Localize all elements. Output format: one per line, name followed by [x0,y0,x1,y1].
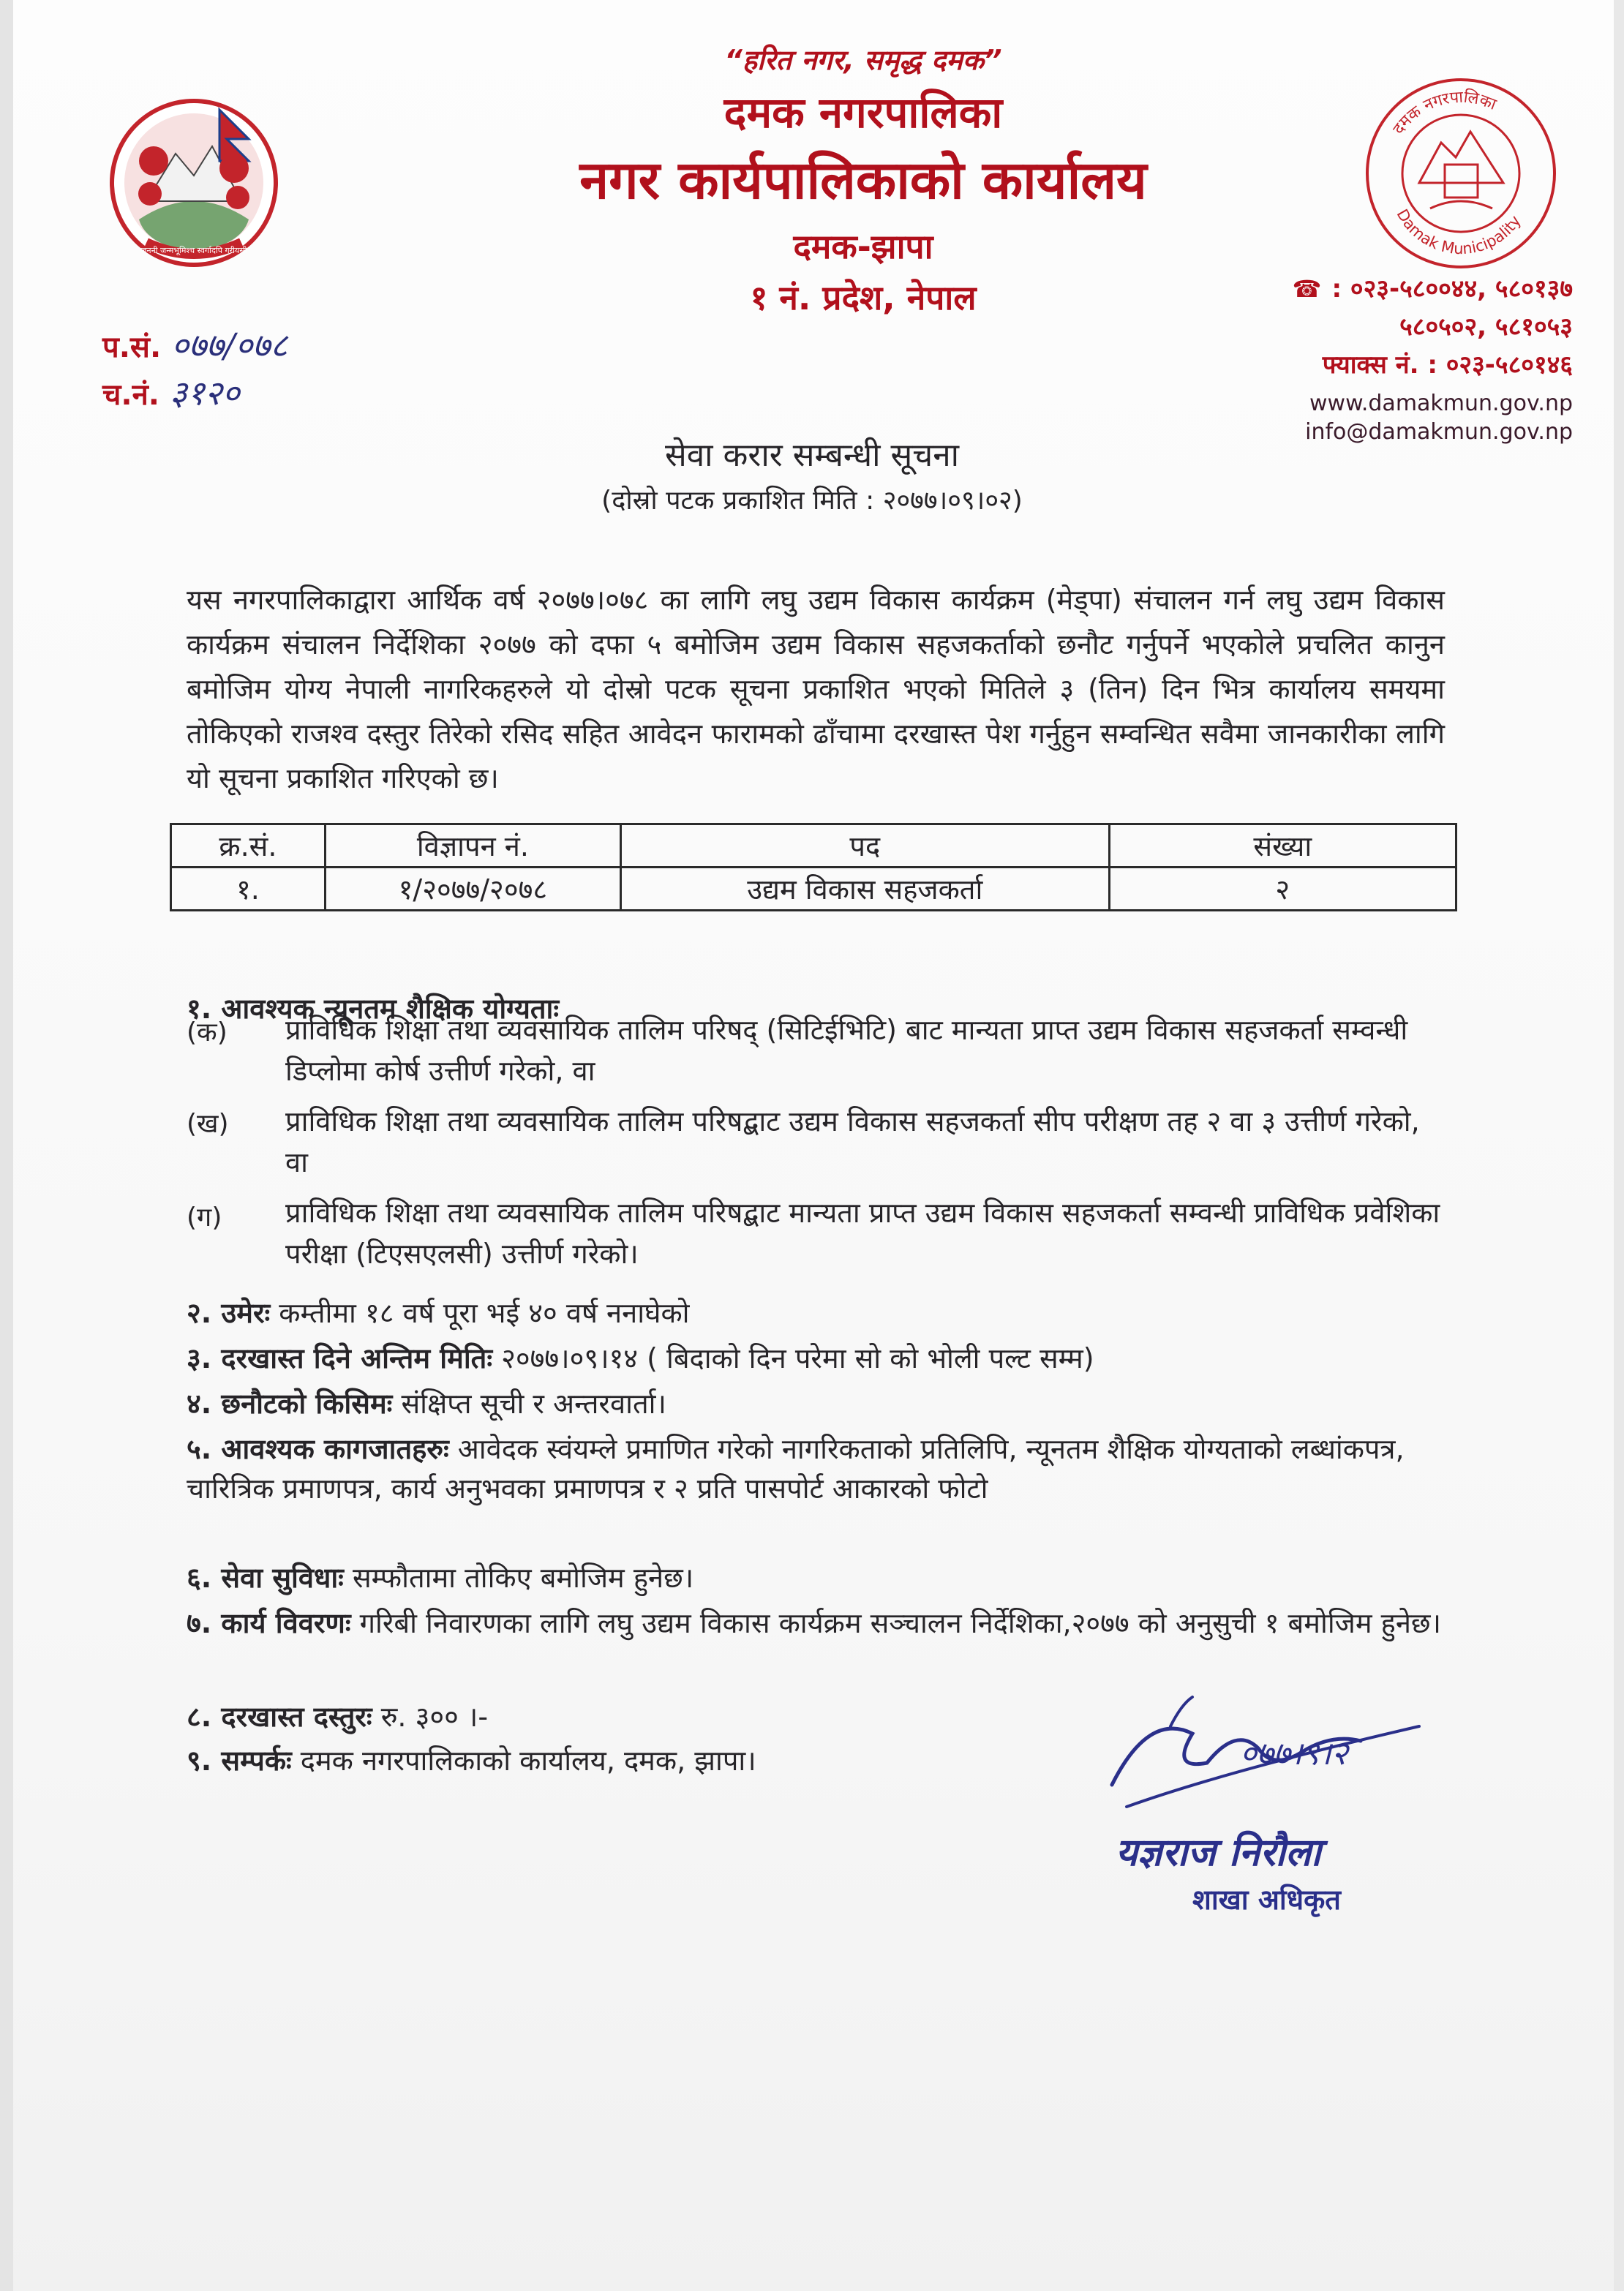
patra-sankhya [102,322,287,367]
nepal-government-emblem-icon [95,73,293,271]
ps-label: प.सं. [102,331,162,364]
table-header-row [171,824,1456,868]
col-header-advert-no: विज्ञापन नं. [325,824,620,868]
province-line: १ नं. प्रदेश, नेपाल [750,278,977,317]
seal-text-bottom: Damak Municipality [1393,206,1525,258]
signature-date-note: ०७७।९।२ [1240,1735,1348,1772]
cell-serial: १. [171,868,326,911]
section-6: ६. सेवा सुविधाः सम्फौतामा तोकिए बमोजिम हुनेछ। [187,1562,694,1594]
cell-post: उद्यम विकास सहजकर्ता [620,868,1109,911]
website-link[interactable]: www.damakmun.gov.np [1309,391,1573,416]
section-7: ७. कार्य विवरणः गरिबी निवारणका लागि लघु उद्यम विकास कार्यक्रम सञ्चालन निर्देशिका,२०७७ को अनुसुची १ बमोजिम हुनेछ। [187,1607,1441,1639]
item-ga-text: प्राविधिक शिक्षा तथा व्यवसायिक तालिम परिषद्बाट मान्यता प्राप्त उद्यम विकास सहजकर्ता सम्वन्धी प्राविधिक प्रवेशिका परीक्षा (टिएसएलसी) उत्तीर्ण गरेको। [285,1197,1440,1270]
item-ga-marker: (ग) [187,1203,222,1233]
slogan: “हरित नगर, समृद्ध दमक” [724,44,1002,76]
scan-edge-right [1614,0,1624,2291]
signatory-name-stamp: यज्ञराज निरौला [1116,1831,1321,1875]
col-header-serial: क्र.सं. [171,824,326,868]
damak-municipality-seal-icon [1361,73,1562,274]
notice-title: सेवा करार सम्बन्धी सूचना [664,437,960,474]
section-2: २. उमेरः कम्तीमा १८ वर्ष पूरा भई ४० वर्ष ननाघेको [187,1297,690,1329]
col-header-count: संख्या [1109,824,1456,868]
phone-line-2: ५८०५०२, ५८१०५३ [1399,312,1573,342]
section-4: ४. छनौटको किसिमः संक्षिप्त सूची र अन्तरवार्ता। [187,1388,666,1420]
district-line: दमक-झापा [793,227,933,266]
col-header-post: पद [620,824,1109,868]
section-8: ८. दरखास्त दस्तुरः रु. ३०० ।- [187,1701,489,1733]
svg-text:दमक नगरपालिका [1390,88,1499,138]
municipality-name: दमक नगरपालिका [723,88,1003,138]
section-5: ५. आवश्यक कागजातहरुः आवेदक स्वंयम्ले प्रमाणित गरेको नागरिकताको प्रतिलिपि, न्यूनतम शैक्षिक योग्यताको लब्धांकपत्र, चारित्रिक प्रमाणपत्र, कार्य अनुभवका प्रमाणपत्र र २ प्रति पासपोर्ट आकारको फोटो [187,1433,1405,1505]
ps-value: ०७७/०७८ [171,326,288,365]
signatory-role: शाखा अधिकृत [1192,1884,1341,1916]
cn-value: ३१२० [169,373,240,413]
phone-line-1 [1222,271,1573,304]
section-9: ९. सम्पर्कः दमक नगरपालिकाको कार्यालय, दमक, झापा। [187,1745,756,1777]
cn-label: च.नं. [102,378,159,412]
section-1-title: १. आवश्यक न्यूनतम शैक्षिक योग्यताः [187,993,560,1025]
phone-icon: ☎ [1292,275,1322,303]
seal-text-top: दमक नगरपालिका [1389,88,1499,138]
cell-advert-no: १/२०७७/२०७८ [325,868,620,911]
emblem-motto: जननी जन्मभूमिश्च स्वर्गादपि गरीयसी [140,246,247,255]
fax-line: फ्याक्स नं. : ०२३-५८०१४६ [1322,350,1573,380]
cell-count: २ [1109,868,1456,911]
contact-block [1222,271,1573,445]
chalani-number [102,369,240,415]
vacancy-table [170,823,1457,911]
notice-subtitle: (दोस्रो पटक प्रकाशित मिति : २०७७।०९।०२) [601,486,1023,516]
section-3: ३. दरखास्त दिने अन्तिम मितिः २०७७।०९।१४ ( बिदाको दिन परेमा सो को भोली पल्ट सम्म) [187,1342,1094,1374]
phone-numbers-1: : ०२३-५८००४४, ५८०१३७ [1331,274,1573,304]
email-link[interactable]: info@damakmun.gov.np [1305,419,1573,445]
item-kha-text: प्राविधिक शिक्षा तथा व्यवसायिक तालिम परिषद्बाट उद्यम विकास सहजकर्ता सीप परीक्षण तह २ वा ३ उत्तीर्ण गरेको, वा [285,1105,1420,1178]
office-name: नगर कार्यपालिकाको कार्यालय [579,149,1147,211]
table-row [171,868,1456,911]
item-ka-marker: (क) [187,1017,228,1047]
notice-paragraph: यस नगरपालिकाद्वारा आर्थिक वर्ष २०७७।०७८ का लागि लघु उद्यम विकास कार्यक्रम (मेड्पा) संचालन गर्न लघु उद्यम विकास कार्यक्रम संचालन निर्देशिका २०७७ को दफा ५ बमोजिम उद्यम विकास सहजकर्ताको छनौट गर्नुपर्ने भएकोले प्रचलित कानुन बमोजिम योग्य नेपाली नागरिकहरुले यो दोस्रो पटक सूचना प्रकाशित भएको मितिले ३ (तिन) दिन भित्र कार्यालय समयमा तोकिएको राजश्व दस्तुर तिरेको रसिद सहित आवेदन फारामको ढाँचामा दरखास्त पेश गर्नुहुन सम्वन्धित सवैमा जानकारीका लागि यो सूचना प्रकाशित गरिएको छ। [187,584,1445,794]
scan-edge-left [0,0,13,2291]
item-ka-text: प्राविधिक शिक्षा तथा व्यवसायिक तालिम परिषद् (सिटिईभिटि) बाट मान्यता प्राप्त उद्यम विकास सहजकर्ता सम्वन्धी डिप्लोमा कोर्ष उत्तीर्ण गरेको, वा [285,1014,1408,1087]
item-kha-marker: (ख) [187,1109,229,1139]
